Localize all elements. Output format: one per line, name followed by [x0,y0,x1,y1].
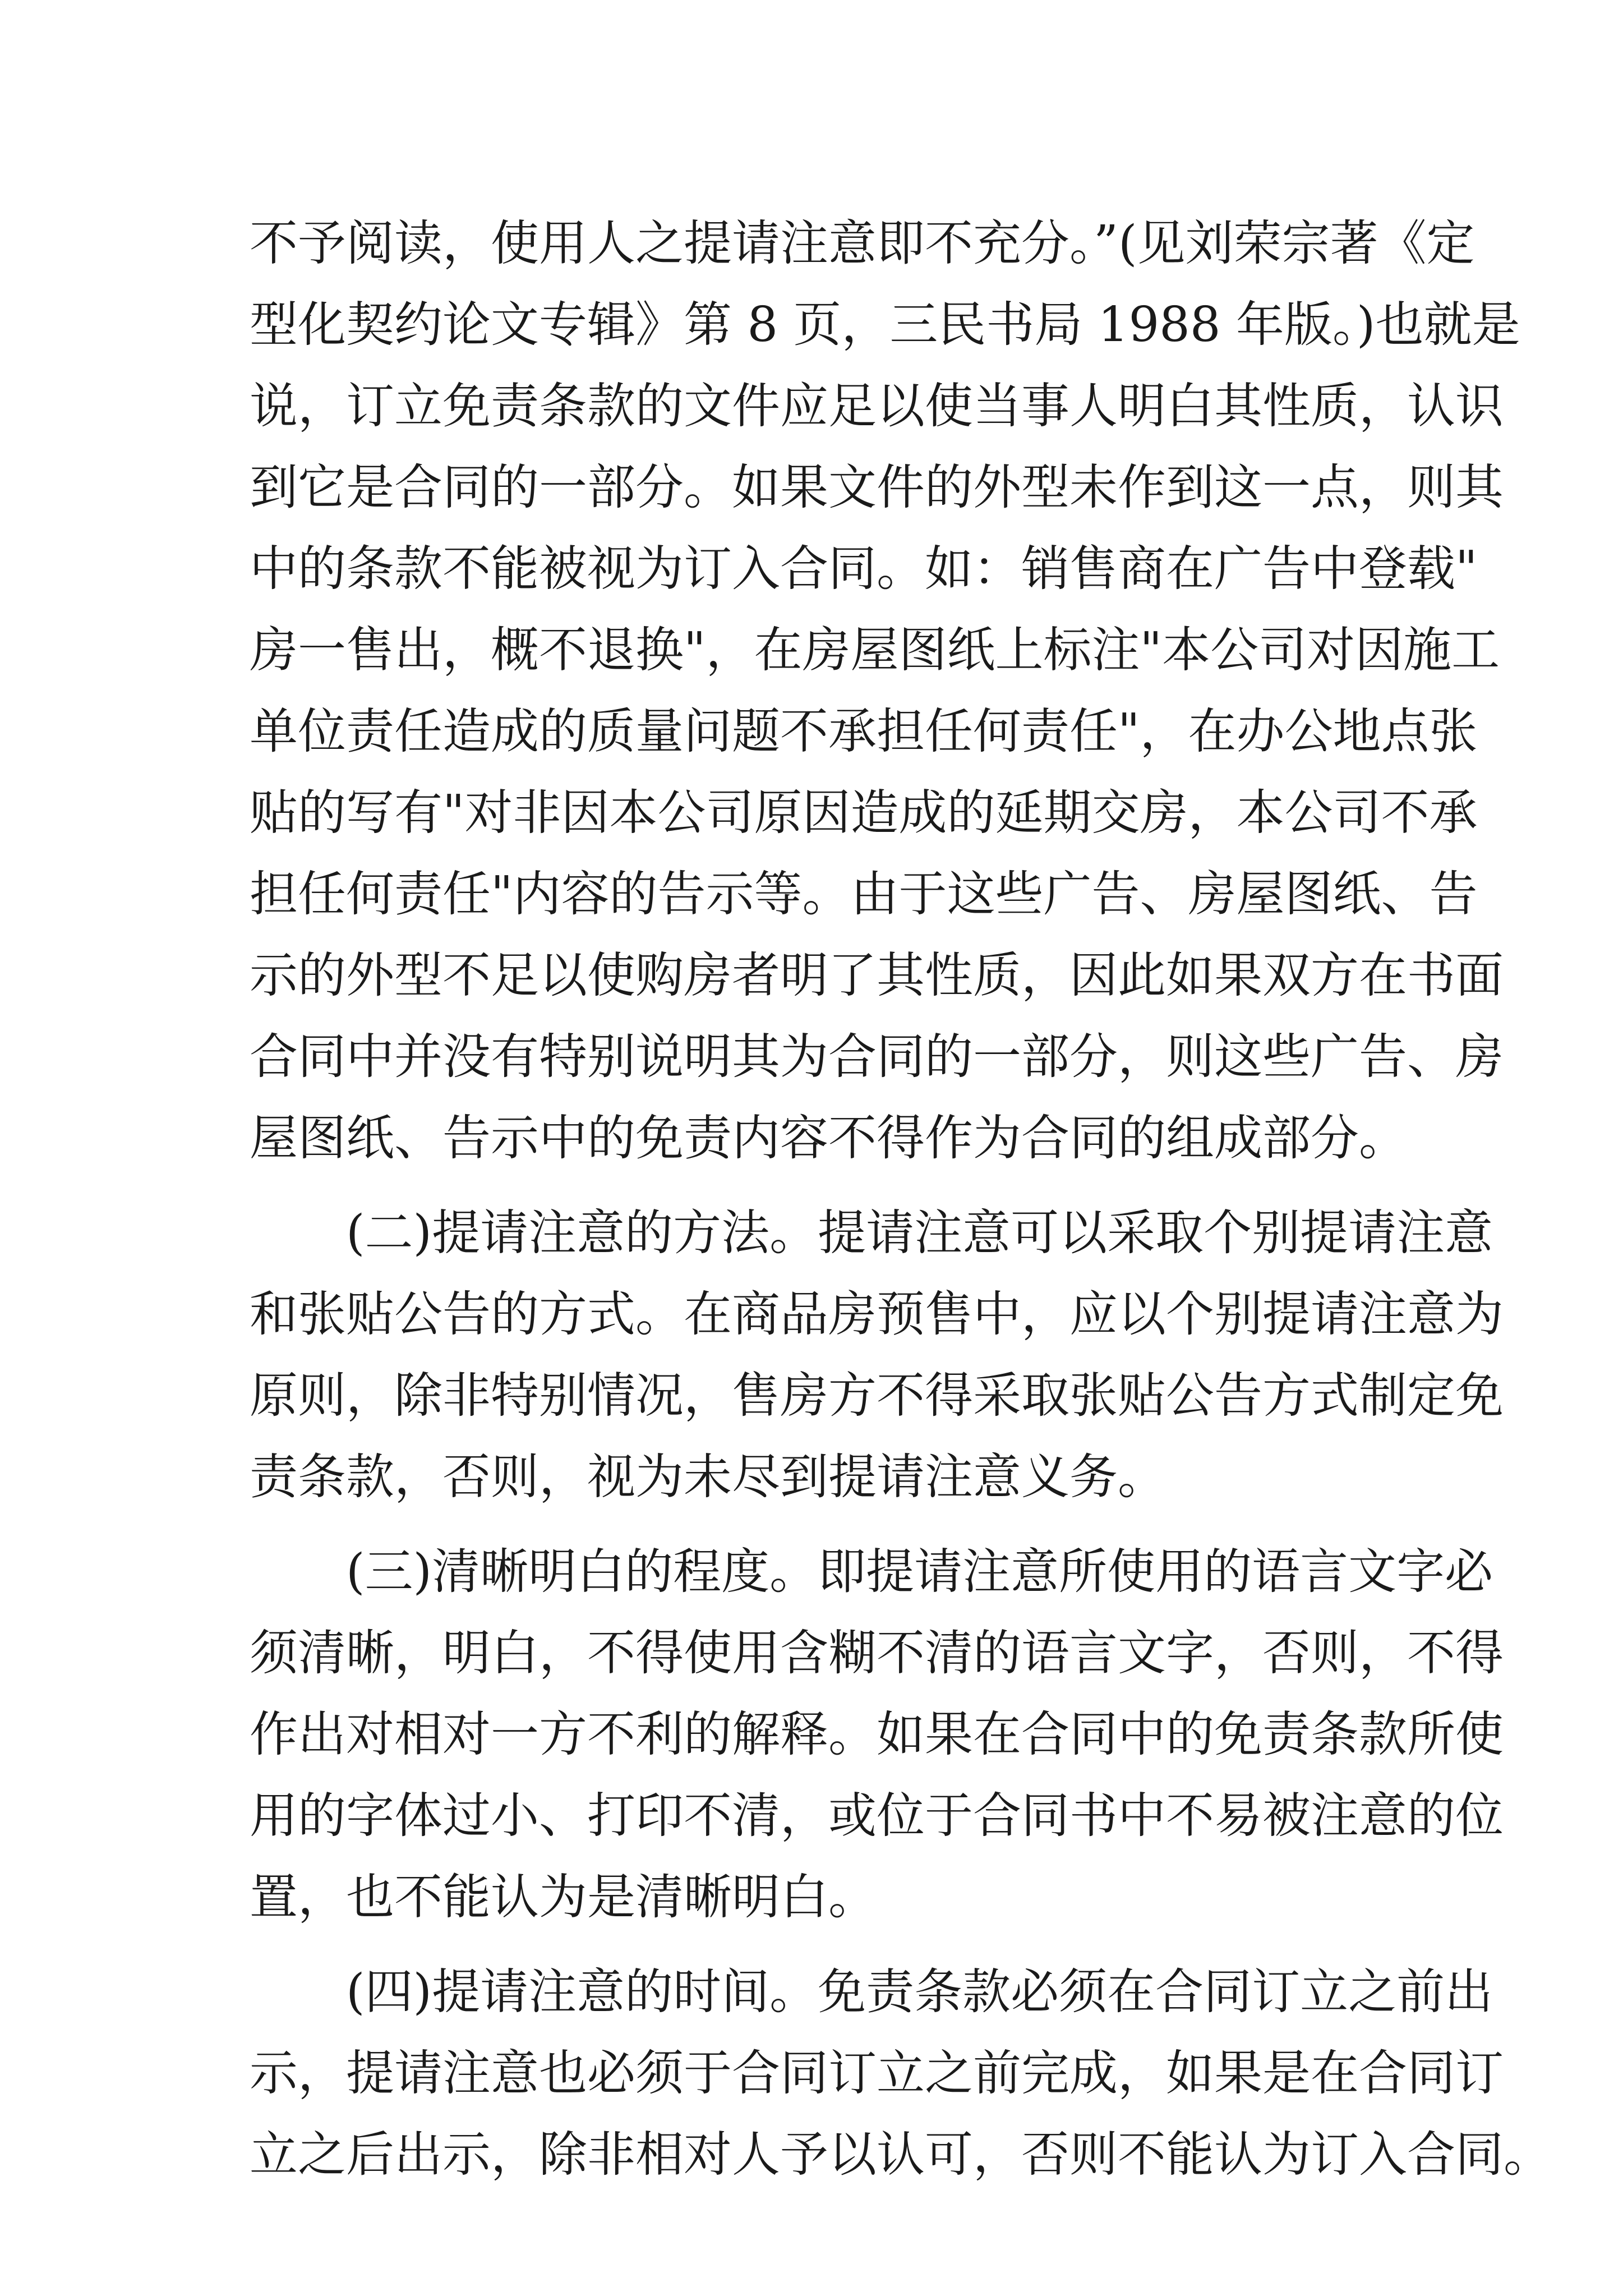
text-line: 责条款，否则，视为未尽到提请注意义务。 [250,1449,1166,1505]
text-line: (二)提请注意的方法。提请注意可以采取个别提请注意 [346,1205,1493,1261]
text-line: 合同中并没有特别说明其为合同的一部分，则这些广告、房 [250,1029,1504,1085]
paragraph-2 [250,1193,1504,1518]
text-line: 示的外型不足以使购房者明了其性质，因此如果双方在书面 [250,947,1504,1004]
text-line: 作出对相对一方不利的解释。如果在合同中的免责条款所使 [250,1706,1504,1763]
text-line: 须清晰，明白，不得使用含糊不清的语言文字，否则，不得 [250,1625,1504,1681]
text-line: 单位责任造成的质量问题不承担任何责任"，在办公地点张 [250,703,1478,760]
paragraph-1 [250,203,1520,1179]
paragraph-4 [250,1952,1552,2196]
text-line: 到它是合同的一部分。如果文件的外型未作到这一点，则其 [250,459,1504,516]
text-line: (三)清晰明白的程度。即提请注意所使用的语言文字必 [346,1544,1493,1600]
paragraph-3 [250,1531,1504,1938]
text-line: 担任何责任"内容的告示等。由于这些广告、房屋图纸、告 [250,866,1478,922]
text-line: 不予阅读，使用人之提请注意即不充分。”(见刘荣宗著《定 [250,215,1475,272]
text-line: 示，提请注意也必须于合同订立之前完成，如果是在合同订 [250,2045,1504,2101]
text-line: 和张贴公告的方式。在商品房预售中，应以个别提请注意为 [250,1286,1504,1342]
text-line: 置，也不能认为是清晰明白。 [250,1869,877,1925]
text-line: 贴的写有"对非因本公司原因造成的延期交房，本公司不承 [250,785,1478,841]
text-line: 说，订立免责条款的文件应足以使当事人明白其性质，认识 [250,378,1504,434]
text-line: 中的条款不能被视为订入合同。如：销售商在广告中登载" [250,541,1478,597]
text-line: 房一售出，概不退换"，在房屋图纸上标注"本公司对因施工 [250,622,1500,678]
body-text [250,203,1552,2196]
text-line: 屋图纸、告示中的免责内容不得作为合同的组成部分。 [250,1110,1407,1166]
text-line: 原则，除非特别情况，售房方不得采取张贴公告方式制定免 [250,1368,1504,1424]
text-line: 型化契约论文专辑》第 8 页，三民书局 1988 年版。)也就是 [250,297,1520,353]
text-line: 立之后出示，除非相对人予以认可，否则不能认为订入合同。 [250,2127,1552,2183]
text-line: (四)提请注意的时间。免责条款必须在合同订立之前出 [346,1964,1493,2020]
text-line: 用的字体过小、打印不清，或位于合同书中不易被注意的位 [250,1788,1504,1844]
